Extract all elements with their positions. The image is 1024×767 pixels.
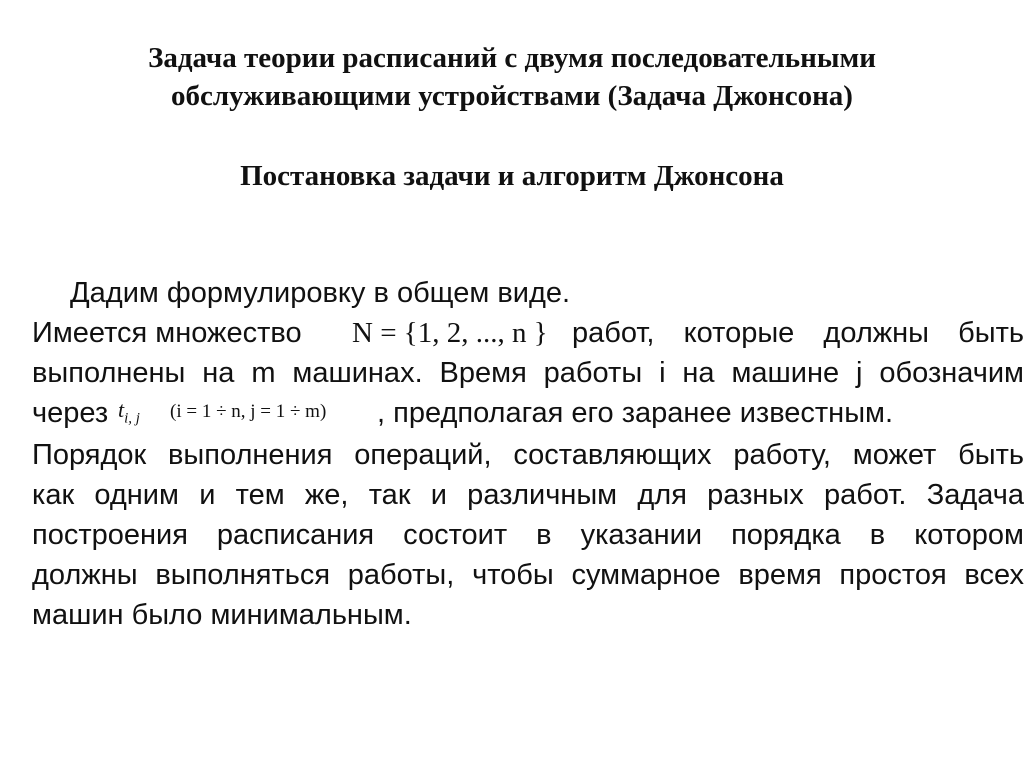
time-line-end: , предполагая его заранее известным. xyxy=(377,397,894,429)
time-variable xyxy=(118,390,140,438)
order-line-5: машин было минимальным. xyxy=(32,599,412,631)
order-line-3: построения расписания состоит в указании порядка в котором xyxy=(32,519,1024,551)
time-subscript: i, j xyxy=(124,410,140,427)
intro-line: Дадим формулировку в общем виде. xyxy=(70,277,571,309)
set-definition-line xyxy=(32,314,1024,353)
subtitle: Постановка задачи и алгоритм Джонсона xyxy=(240,160,784,192)
order-line-1: Порядок выполнения операций, составляющих работу, может быть xyxy=(32,439,1024,471)
time-line-start: через xyxy=(32,397,109,429)
title-line-2: обслуживающими устройствами (Задача Джонсона) xyxy=(171,80,853,112)
order-line-2: как одним и тем же, так и различным для разных работ. Задача xyxy=(32,479,1024,511)
title-line-1: Задача теории расписаний с двумя последовательными xyxy=(148,42,876,74)
time-var: t xyxy=(118,397,125,422)
machines-line: выполнены на m машинах. Время работы i на машине j обозначим xyxy=(32,357,1024,389)
set-line-end: работ, которые должны быть xyxy=(572,317,1024,349)
time-line xyxy=(32,394,1024,433)
order-line-4: должны выполняться работы, чтобы суммарное время простоя всех xyxy=(32,559,1024,591)
set-line-start: Имеется множество xyxy=(32,317,302,349)
body-text xyxy=(32,274,1024,634)
range-formula: (i = 1 ÷ n, j = 1 ÷ m) xyxy=(170,401,327,422)
set-formula: N = {1, 2, ..., n } xyxy=(352,317,548,349)
